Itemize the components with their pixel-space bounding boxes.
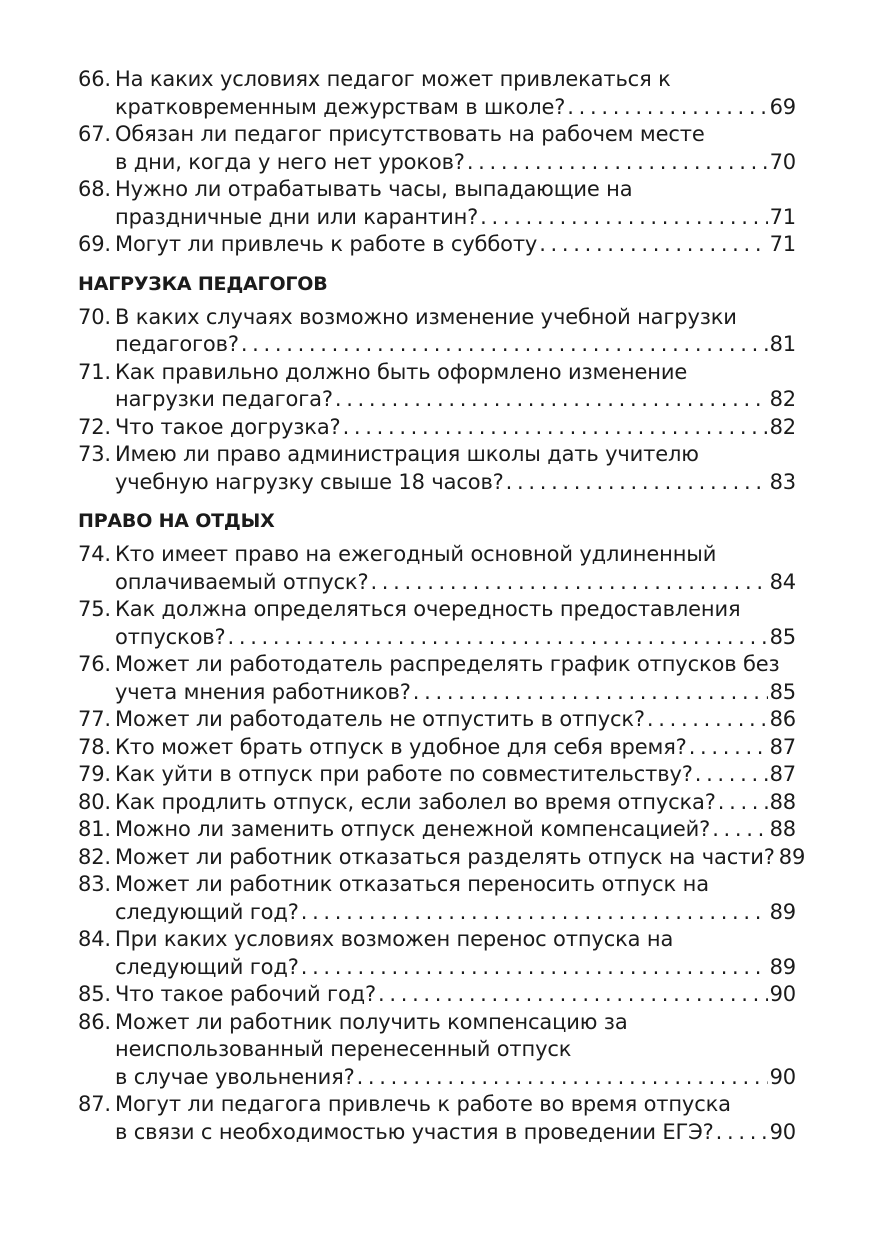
toc-entry-line bbox=[78, 651, 796, 679]
entry-number: 79. bbox=[78, 762, 111, 786]
entry-indent bbox=[78, 1064, 115, 1092]
toc-entry-line bbox=[78, 359, 796, 387]
page-number: 69 bbox=[769, 94, 796, 119]
dot-leader bbox=[695, 761, 768, 789]
toc-entry-line bbox=[78, 1036, 796, 1064]
dot-leader bbox=[301, 899, 768, 927]
page-number: 86 bbox=[769, 707, 796, 731]
toc-entry-line bbox=[78, 1091, 796, 1119]
page-number: 89 bbox=[778, 844, 806, 869]
toc-entry-line bbox=[78, 1009, 796, 1037]
page-number: 81 bbox=[769, 332, 796, 356]
toc-entry bbox=[78, 359, 796, 414]
entry-indent bbox=[78, 569, 115, 597]
toc-entry-line bbox=[78, 469, 796, 497]
toc-entry bbox=[78, 844, 806, 872]
entry-title: Кто имеет право на ежегодный основной удлиненный bbox=[115, 542, 717, 566]
section-heading: НАГРУЗКА ПЕДАГОГОВ bbox=[78, 272, 328, 295]
entry-indent bbox=[78, 1036, 115, 1064]
entry-indent bbox=[78, 386, 115, 414]
entry-number: 75. bbox=[78, 597, 111, 621]
entry-number: 85. bbox=[78, 982, 111, 1006]
entry-indent bbox=[78, 149, 115, 177]
page-number: 89 bbox=[769, 954, 796, 979]
dot-leader bbox=[539, 231, 767, 259]
page-number: 90 bbox=[769, 1064, 796, 1089]
entry-number: 80. bbox=[78, 789, 111, 814]
toc-entry bbox=[78, 789, 796, 817]
dot-leader bbox=[689, 734, 768, 762]
toc-entry-line bbox=[78, 596, 796, 624]
toc-entry-line bbox=[78, 734, 796, 762]
toc-entry-line bbox=[78, 204, 796, 232]
entry-number: 84. bbox=[78, 927, 111, 951]
dot-leader bbox=[480, 204, 767, 232]
toc-entry-line bbox=[78, 569, 796, 597]
entry-number: 82. bbox=[78, 844, 111, 869]
entry-number: 76. bbox=[78, 652, 111, 676]
toc-entry bbox=[78, 816, 796, 844]
page-number: 90 bbox=[769, 982, 796, 1006]
page-number: 90 bbox=[769, 1119, 796, 1144]
page-number: 87 bbox=[769, 762, 796, 786]
toc-entry bbox=[78, 441, 796, 496]
entry-number: 81. bbox=[78, 817, 111, 841]
toc-entry bbox=[78, 761, 796, 789]
entry-number: 70. bbox=[78, 304, 111, 329]
entry-number: 74. bbox=[78, 542, 111, 566]
entry-number: 72. bbox=[78, 414, 111, 439]
toc-entry-line bbox=[78, 176, 796, 204]
toc-entry-line bbox=[78, 1119, 796, 1147]
entry-number: 86. bbox=[78, 1009, 111, 1034]
entry-indent bbox=[78, 331, 115, 359]
dot-leader bbox=[241, 331, 768, 359]
entry-indent bbox=[78, 899, 115, 927]
entry-indent bbox=[78, 1119, 115, 1147]
entry-title: Как должна определяться очередность предоставления bbox=[115, 597, 741, 621]
dot-leader bbox=[413, 679, 768, 707]
entry-title: Что такое рабочий год? bbox=[115, 982, 377, 1006]
toc-entry-line bbox=[78, 94, 796, 122]
entry-title: оплачиваемый отпуск? bbox=[115, 569, 369, 594]
entry-title: Может ли работник отказаться разделять отпуск на части? bbox=[115, 844, 775, 869]
entry-title: праздничные дни или карантин? bbox=[115, 204, 479, 229]
entry-title: Могут ли педагога привлечь к работе во время отпуска bbox=[115, 1092, 731, 1116]
entry-title: педагогов? bbox=[115, 332, 239, 356]
toc-entry bbox=[78, 66, 796, 121]
entry-title: Как продлить отпуск, если заболел во время отпуска? bbox=[115, 789, 716, 814]
page-number: 71 bbox=[769, 232, 796, 256]
entry-number: 69. bbox=[78, 232, 111, 256]
page-number: 89 bbox=[769, 899, 796, 924]
entry-title: Как правильно должно быть оформлено изменение bbox=[115, 359, 688, 384]
entry-indent bbox=[78, 94, 115, 122]
dot-leader bbox=[357, 1064, 768, 1092]
entry-title: Может ли работник отказаться переносить отпуск на bbox=[115, 872, 709, 896]
entry-title: Как уйти в отпуск при работе по совместительству? bbox=[115, 762, 693, 786]
toc-entry-line bbox=[78, 926, 796, 954]
toc-entry bbox=[78, 651, 796, 706]
toc-entry-line bbox=[78, 624, 796, 652]
section-heading: ПРАВО НА ОТДЫХ bbox=[78, 510, 275, 532]
page-number: 87 bbox=[769, 734, 796, 759]
entry-title: Обязан ли педагог присутствовать на рабочем месте bbox=[115, 122, 705, 146]
toc-entry-line bbox=[78, 414, 796, 442]
entry-number: 87. bbox=[78, 1092, 111, 1116]
toc-entry-line bbox=[78, 844, 806, 872]
toc-entry bbox=[78, 541, 796, 596]
toc-entry-line bbox=[78, 954, 796, 982]
dot-leader bbox=[718, 789, 768, 817]
toc-entry bbox=[78, 121, 796, 176]
entry-title: Могут ли привлечь к работе в субботу bbox=[115, 232, 538, 256]
toc-entry-line bbox=[78, 761, 796, 789]
toc-entry bbox=[78, 706, 796, 734]
toc-entry-line bbox=[78, 789, 796, 817]
entry-title: Нужно ли отрабатывать часы, выпадающие на bbox=[115, 177, 633, 201]
entry-title: учебную нагрузку свыше 18 часов? bbox=[115, 469, 504, 494]
entry-title: отпусков? bbox=[115, 624, 226, 649]
entry-title: Может ли работник получить компенсацию за bbox=[115, 1009, 628, 1034]
toc-entry bbox=[78, 414, 796, 442]
dot-leader bbox=[378, 981, 768, 1009]
page-number: 85 bbox=[769, 624, 796, 649]
toc-entry bbox=[78, 1091, 796, 1146]
entry-title: Можно ли заменить отпуск денежной компенсацией? bbox=[115, 817, 711, 841]
toc-entry bbox=[78, 871, 796, 926]
entry-title: следующий год? bbox=[115, 899, 299, 924]
toc-entry bbox=[78, 176, 796, 231]
toc-entry-line bbox=[78, 231, 796, 259]
toc-entry-line bbox=[78, 679, 796, 707]
toc-entry-line bbox=[78, 386, 796, 414]
dot-leader bbox=[567, 94, 767, 122]
toc-entry-line bbox=[78, 121, 796, 149]
entry-title: Имею ли право администрация школы дать учителю bbox=[115, 442, 699, 466]
entry-title: неиспользованный перенесенный отпуск bbox=[115, 1037, 572, 1061]
toc-entry bbox=[78, 926, 796, 981]
dot-leader bbox=[647, 706, 768, 734]
page-number: 83 bbox=[769, 469, 796, 494]
entry-number: 73. bbox=[78, 442, 111, 466]
page-number: 71 bbox=[769, 204, 796, 229]
entry-title: следующий год? bbox=[115, 954, 299, 979]
entry-title: Что такое догрузка? bbox=[115, 414, 341, 439]
entry-title: В каких случаях возможно изменение учебной нагрузки bbox=[115, 304, 737, 329]
entry-indent bbox=[78, 624, 115, 652]
entry-title: При каких условиях возможен перенос отпуска на bbox=[115, 927, 674, 951]
toc-entry bbox=[78, 734, 796, 762]
entry-title: в дни, когда у него нет уроков? bbox=[115, 149, 465, 174]
toc-entry-line bbox=[78, 981, 796, 1009]
entry-number: 83. bbox=[78, 872, 111, 896]
entry-number: 78. bbox=[78, 734, 111, 759]
entry-number: 77. bbox=[78, 707, 111, 731]
page-number: 88 bbox=[769, 789, 796, 814]
dot-leader bbox=[343, 414, 768, 442]
entry-number: 66. bbox=[78, 67, 111, 91]
table-of-contents bbox=[78, 66, 806, 1146]
page-number: 70 bbox=[769, 149, 796, 174]
toc-entry-line bbox=[78, 706, 796, 734]
toc-entry-line bbox=[78, 441, 796, 469]
dot-leader bbox=[335, 386, 768, 414]
dot-leader bbox=[712, 816, 767, 844]
entry-title: в связи с необходимостью участия в проведении ЕГЭ? bbox=[115, 1119, 714, 1144]
entry-indent bbox=[78, 679, 115, 707]
toc-entry bbox=[78, 981, 796, 1009]
toc-entry-line bbox=[78, 149, 796, 177]
entry-title: На каких условиях педагог может привлекаться к bbox=[115, 67, 671, 91]
entry-title: Может ли работодатель распределять график отпусков без bbox=[115, 652, 780, 676]
toc-entry bbox=[78, 596, 796, 651]
toc-entry-line bbox=[78, 1064, 796, 1092]
entry-title: в случае увольнения? bbox=[115, 1064, 355, 1089]
toc-entry bbox=[78, 304, 796, 359]
entry-title: кратковременным дежурствам в школе? bbox=[115, 94, 566, 119]
entry-number: 67. bbox=[78, 122, 111, 146]
toc-entry-line bbox=[78, 66, 796, 94]
dot-leader bbox=[716, 1119, 768, 1147]
entry-title: учета мнения работников? bbox=[115, 679, 411, 704]
toc-entry-line bbox=[78, 541, 796, 569]
page-number: 85 bbox=[769, 679, 796, 704]
toc-entry-line bbox=[78, 304, 796, 332]
entry-title: Может ли работодатель не отпустить в отпуск? bbox=[115, 707, 645, 731]
entry-number: 71. bbox=[78, 359, 111, 384]
entry-title: Кто может брать отпуск в удобное для себя время? bbox=[115, 734, 687, 759]
page-number: 82 bbox=[769, 414, 796, 439]
entry-indent bbox=[78, 469, 115, 497]
entry-indent bbox=[78, 954, 115, 982]
toc-entry-line bbox=[78, 899, 796, 927]
entry-number: 68. bbox=[78, 177, 111, 201]
dot-leader bbox=[228, 624, 768, 652]
toc-entry-line bbox=[78, 871, 796, 899]
dot-leader bbox=[467, 149, 768, 177]
dot-leader bbox=[506, 469, 768, 497]
page-number: 82 bbox=[769, 387, 796, 411]
dot-leader bbox=[370, 569, 767, 597]
toc-entry-line bbox=[78, 331, 796, 359]
toc-entry bbox=[78, 1009, 796, 1092]
toc-entry-line bbox=[78, 816, 796, 844]
toc-entry bbox=[78, 231, 796, 259]
dot-leader bbox=[301, 954, 768, 982]
page-number: 88 bbox=[769, 817, 796, 841]
page-number: 84 bbox=[769, 569, 796, 594]
entry-title: нагрузки педагога? bbox=[115, 387, 333, 411]
entry-indent bbox=[78, 204, 115, 232]
